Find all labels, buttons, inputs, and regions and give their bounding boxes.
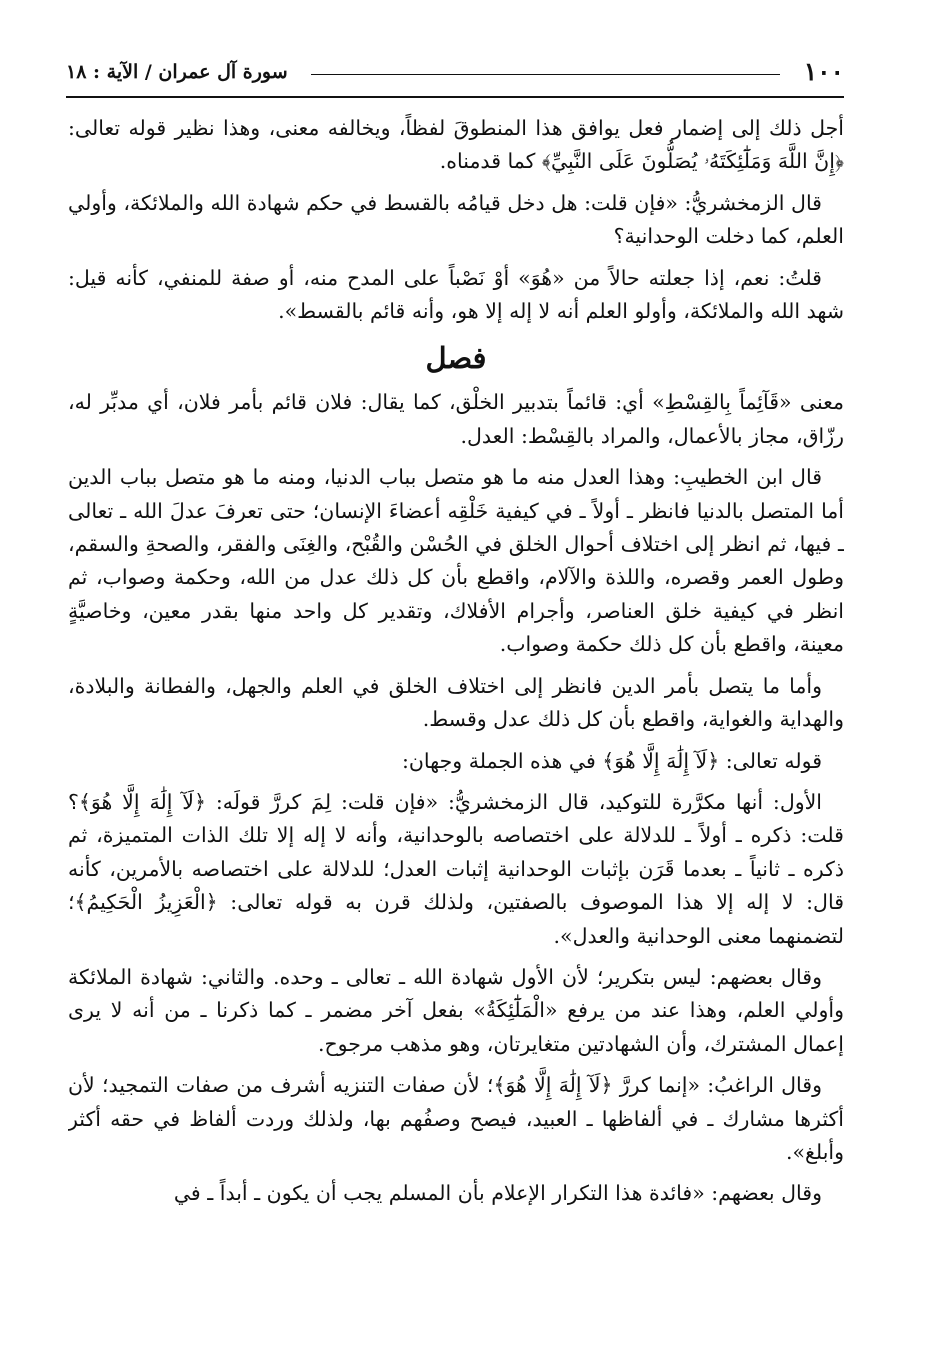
paragraph-2: قال الزمخشريُّ: «فإن قلت: هل دخل قيامُه بالقسط في حكم شهادة الله والملائكة، وأولي العلم، كما دخلت الوحدانية؟ xyxy=(68,190,844,249)
paragraph-1: أجل ذلك إلى إضمار فعل يوافق هذا المنطوقَ لفظاً، ويخالفه معنى، وهذا نظير قوله تعالى: ﴿إِنَّ اللَّهَ وَمَلَٰٓئِكَتَهُۥ يُصَلُّونَ عَلَى النَّبِيِّ﴾ كما قدمناه. xyxy=(68,116,844,174)
paragraph-4: معنى «قَآئِماً بِالقِسْطِ» أي: قائماً بتدبير الخلْق، كما يقال: فلان قائم بأمر فلان، أي مدبِّر له، رزّاق، مجاز بالأعمال، والمراد بالقِسْط: العدل. xyxy=(68,390,844,448)
running-title: سورة آل عمران / الآية : ١٨ xyxy=(66,61,288,83)
page-number: ١٠٠ xyxy=(803,57,844,86)
paragraph-5: قال ابن الخطيبِ: وهذا العدل منه ما هو متصل بباب الدنيا، ومنه ما هو متصل بباب الدين أما المتصل بالدنيا فانظر ـ أولاً ـ في كيفية خَلْقِه أعضاءَ الإنسان؛ حتى تعرفَ عدلَ الله ـ تعالى ـ فيها، ثم انظر إلى اختلاف أحوال الخلق في الحُسْن والقُبْح، والغِنَى والفقر، والصحةِ والسقم، وطول العمر وقصره، واللذة والآلام، واقطع بأن كل ذلك عدل من الله، وحكمة وصواب، ثم انظر في كيفية خلق العناصر، وأجرام الأفلاك، وتقدير كل واحد منها بقدر معين، وخاصيَّةٍ معينة، واقطع بأن كل ذلك حكمة وصواب. xyxy=(68,465,844,657)
running-header xyxy=(66,54,844,94)
paragraph-9: وقال بعضهم: ليس بتكرير؛ لأن الأول شهادة الله ـ تعالى ـ وحده. والثاني: شهادة الملائكة وأولي العلم، وهذا عند من يرفع «الْمَلَٰٓئِكَةُ» بفعل آخر مضمر ـ كما ذكرنا ـ من أنه لا يرى إعمال المشترك، وأن الشهادتين متغايرتان، وهو مذهب مرجوح. xyxy=(68,964,844,1056)
paragraph-8: الأول: أنها مكرَّرة للتوكيد، قال الزمخشريُّ: «فإن قلت: لِمَ كررَّ قولَه: ﴿لَآ إِلَٰهَ إِلَّا هُوَ﴾؟ قلت: ذكره ـ أولاً ـ للدلالة على اختصاصه بالوحدانية، وأنه لا إله إلا تلك الذات المتميزة، ثم ذكره ـ ثانياً ـ بعدما قَرَن بإثبات الوحدانية إثبات العدل؛ للدلالة على اختصاصه بالأمرين، كأنه قال: لا إله إلا هذا الموصوف بالصفتين، ولذلك قرن به قوله تعالى: ﴿الْعَزِيزُ الْحَكِيمُ﴾؛ لتضمنهما معنى الوحدانية والعدل». xyxy=(68,789,844,948)
section-heading: فصل xyxy=(425,341,487,376)
paragraph-10: وقال الراغبُ: «إنما كررَّ ﴿لَآ إِلَٰهَ إِلَّا هُوَ﴾؛ لأن صفات التنزيه أشرف من صفات التمجيد؛ لأن أكثرها مشارك ـ في ألفاظها ـ العبيد، فيصح وصفُهم بها، ولذلك وردت ألفاظ في حقه أكثر وأبلغ». xyxy=(68,1073,844,1164)
paragraph-3: قلتُ: نعم، إذا جعلته حالاً من «هُوَ» أوْ نَصْباً على المدح منه، أو صفة للمنفي، كأنه قيل: شهد الله والملائكة، وأولو العلم أنه لا إله إلا هو، وأنه قائم بالقسط». xyxy=(68,265,844,324)
paragraph-11: وقال بعضهم: «فائدة هذا التكرار الإعلام بأن المسلم يجب أن يكون ـ أبداً ـ في xyxy=(173,1181,822,1206)
body-text xyxy=(68,112,844,1357)
header-divider-line xyxy=(311,74,780,75)
paragraph-7: قوله تعالى: ﴿لَآ إِلَٰهَ إِلَّا هُوَ﴾ في هذه الجملة وجهان: xyxy=(401,748,822,773)
header-rule xyxy=(66,96,844,98)
paragraph-6: وأما ما يتصل بأمر الدين فانظر إلى اختلاف الخلق في العلم والجهل، والفطانة والبلادة، والهداية والغواية، واقطع بأن كل ذلك عدل وقسط. xyxy=(68,673,844,732)
